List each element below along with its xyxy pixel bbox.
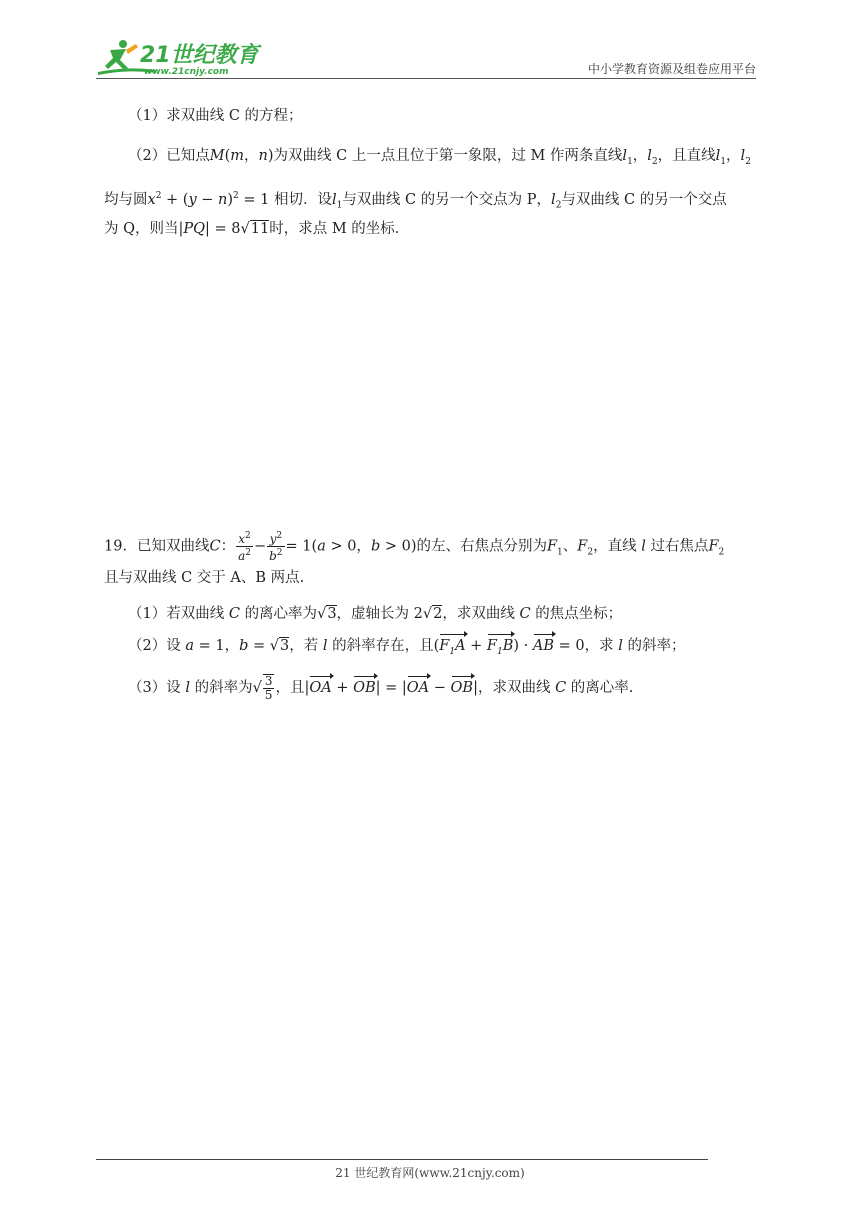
q19-part1: （1）若双曲线 C 的离心率为√3，虚轴长为 2√2，求双曲线 C 的焦点坐标； xyxy=(128,606,623,622)
logo-brand-text: 21世纪教育 xyxy=(140,43,259,68)
q18-part2-line2: 均与圆$x^2 + (y - n)^2 = 1$ 相切．设$l_1$与双曲线 C 的另一个交点为 P，$l_2$与双曲线 C 的另一个交点 xyxy=(104,191,727,211)
q18-part2-line3: 为 Q，则当|PQ| = 8√11时，求点 M 的坐标． xyxy=(104,221,410,237)
q19-part2: （2）设 a = 1，b = √3，若 l 的斜率存在，且$(F_1A + F_1B)$ · AB = 0，求 l 的斜率； xyxy=(128,636,685,662)
footer-divider xyxy=(96,1159,708,1160)
site-logo xyxy=(96,36,266,78)
q18-part2-line1: （2）已知点M(m，n)为双曲线 C 上一点且位于第一象限，过 M 作两条直线$l_1$，$l_2$，且直线$l_1$，$l_2$ xyxy=(128,148,751,167)
q19-intro-line2: 且与双曲线 C 交于 A、B 两点. xyxy=(104,570,305,586)
q19-intro-line1: 19．已知双曲线C： $\frac{x^2}{a^2}$ − $\frac{y^2}{b^2}$ = 1(a > 0，b > 0)的左、右焦点分别为$F_1$、$F_2$，直线 l 过右焦点$F_2$ xyxy=(104,531,725,563)
q19-part3: （3）设 l 的斜率为√ $\frac{3}{5}$ ，且|OA + OB| = |OA − OB|，求双曲线 C 的离心率. xyxy=(128,674,634,702)
logo-url-text: www.21cnjy.com xyxy=(144,67,229,77)
header-divider xyxy=(96,78,756,79)
q18-part1: （1）求双曲线 C 的方程； xyxy=(128,108,303,124)
platform-name: 中小学教育资源及组卷应用平台 xyxy=(587,62,756,76)
footer-text: 21 世纪教育网(www.21cnjy.com) xyxy=(335,1166,525,1180)
